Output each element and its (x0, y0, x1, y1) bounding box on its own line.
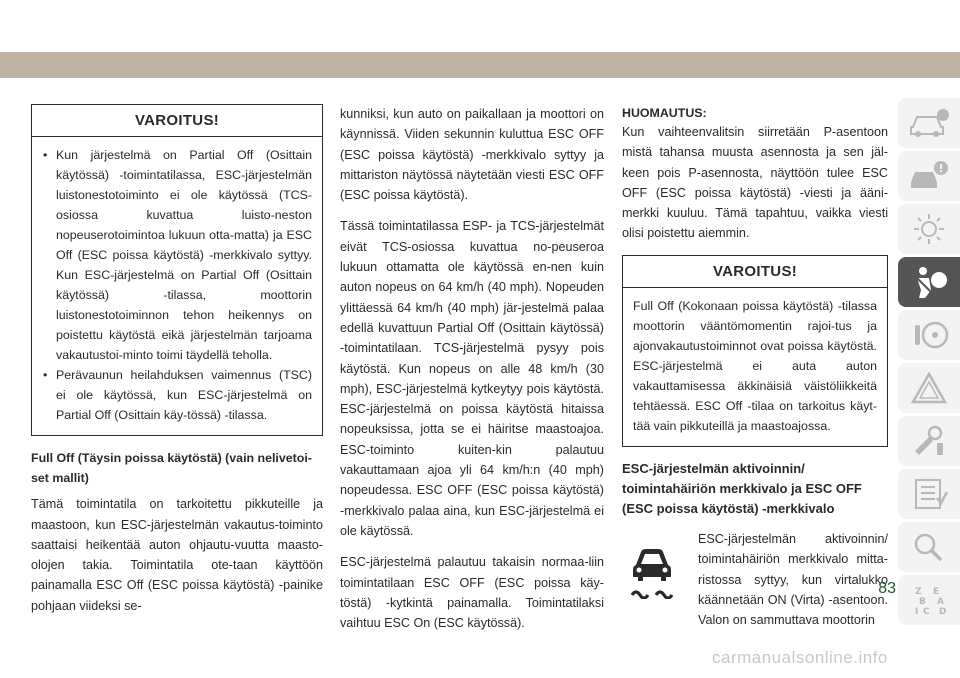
language-index-icon (907, 582, 951, 618)
chapter-tabs (898, 98, 960, 628)
warning-box-2 (622, 255, 888, 447)
note-text: Kun vaihteenvalitsin siirretään P-asentoon mistä tahansa muusta asennosta ja sen jäl-keen pois P-asennosta, näyttöön tulee ESC OFF (ESC poissa käytöstä) -viesti ja ääni-merkki kuuluu. Tämä tapahtuu, vaikka viesti olisi poistettu aiemmin. (622, 125, 888, 241)
section-heading: ESC-järjestelmän aktivoinnin/ toimintahäiriön merkkivalo ja ESC OFF (ESC poissa käytöstä) -merkkivalo (622, 461, 862, 517)
svg-text:E: E (933, 587, 940, 597)
paragraph: kunniksi, kun auto on paikallaan ja moottori on käynnissä. Viiden sekunnin kuluttua ESC OFF (ESC poissa käytöstä) -merkkivalo syttyy ja mittariston näytössä näytetään viesti ESC OFF (ESC poissa käytöstä). (340, 107, 604, 203)
warning-title-2: VAROITUS! (623, 256, 887, 288)
tab-maintenance[interactable] (898, 469, 960, 519)
tab-service[interactable] (898, 416, 960, 466)
footer-watermark: carmanualsonline.info (712, 648, 888, 667)
tab-seatbelt-airbag[interactable] (898, 257, 960, 307)
note-heading: HUOMAUTUS: (622, 106, 707, 120)
subheading-full-off: Full Off (Täysin poissa käytöstä) (vain nelivetoi-set mallit) (31, 451, 312, 486)
tab-car-warning[interactable] (898, 151, 960, 201)
seatbelt-airbag-icon (907, 264, 951, 300)
column-3 (622, 104, 888, 631)
svg-text:D: D (939, 607, 947, 617)
warning-item: • Kun järjestelmä on Partial Off (Osittain käytössä) -toimintatilassa, ESC-järjestelmän luistonestotoiminto ei ole käytössä (TCS-osiossa kuvattua luisto-neston nopeuserotoimintoa lukuun otta-matta) ja ESC Off (ESC poissa käytöstä) -merkkivalo syttyy. Kun ESC-järjestelmä on Partial Off (Osittain käytössä) -tilassa, moottorin luistonestotoiminnon tehon heikennys on poistettu käytöstä eikä järjestelmän tarjoama vakautustoi-minto toimi täydellä teholla. (42, 145, 312, 365)
warning-box-1 (31, 104, 323, 436)
warning-list (42, 145, 312, 425)
service-tools-icon (907, 423, 951, 459)
paragraph: Tässä toimintatilassa ESP- ja TCS-järjestelmät eivät TCS-osiossa kuvattua no-peuseroa lukuun ottamatta ole käytössä en-nen kuin auton nopeus on 64 km/h (40 mph). Nopeuden ylittäessä 64 km/h (40 mph) jär-jestelmä palaa edellä kuvattuun Partial Off (Osittain käytössä) -toimintatilaan. TCS-järjestelmä pysyy pois käytöstä. Kun nopeus on alle 48 km/h (30 mph), ESC-järjestelmä kytkeytyy pois käytöstä. ESC-järjestelmä on poissa käytöstä hitaissa nopeuksissa, jotta se ei häiritse maastoajoa. ESC-toiminto kuiten-kin palautuu vakauttamaan ajoa yli 64 km/h:n (40 mph) nopeudessa. ESC OFF (ESC poissa käytöstä) -merkkivalo palaa aina, kun ESC-järjestelmä ei ole käytössä. (340, 219, 604, 538)
tab-car-info[interactable] (898, 98, 960, 148)
esc-warning-light-icon (622, 539, 682, 599)
maintenance-checklist-icon (907, 476, 951, 512)
svg-text:C: C (923, 607, 930, 617)
top-stripe (0, 52, 960, 78)
lights-icon (907, 211, 951, 247)
warning-text-2: Full Off (Kokonaan poissa käytöstä) -tilassa moottorin vääntömomentin rajoi-tus ja ajonvakautustoiminnot ovat poissa käytöstä. ESC-järjestelmä ei auta auton vakauttamisessa äkkinäisiä väistöliikkeitä tehtäessä. ESC Off -tilaa on tarkoitus käyt-tää vain pikkuteillä ja maastoajossa. (633, 299, 877, 434)
tab-emergency[interactable] (898, 363, 960, 413)
svg-text:I: I (915, 607, 919, 617)
column-1 (31, 104, 323, 627)
paragraph: ESC-järjestelmä palautuu takaisin normaa-liin toimintatilaan ESC OFF (ESC poissa käy-töstä) -kytkintä painamalla. Toimintatilaksi vaihtuu ESC On (ESC käytössä). (340, 555, 604, 631)
warning-item: • Perävaunun heilahduksen vaimennus (TSC) ei ole käytössä, kun ESC-järjestelmä on Partial Off (Osittain käy-tössä) -tilassa. (42, 365, 312, 425)
car-warning-icon (907, 158, 951, 194)
icon-description: ESC-järjestelmän aktivoinnin/ toimintahäiriön merkkivalo mitta-ristossa syttyy, kun virtalukko käännetään ON (Virta) -asentoon. Valon on sammuttava moottorin (698, 532, 888, 628)
svg-text:Z: Z (915, 587, 922, 597)
tab-languages[interactable] (898, 575, 960, 625)
svg-text:A: A (937, 597, 944, 607)
page-number: 83 (878, 580, 896, 597)
tab-driving[interactable] (898, 310, 960, 360)
car-info-icon (907, 105, 951, 141)
driving-steering-icon (907, 317, 951, 353)
column-2 (340, 104, 604, 644)
svg-text:B: B (919, 597, 926, 607)
tab-index[interactable] (898, 522, 960, 572)
warning-title-1: VAROITUS! (32, 105, 322, 137)
tab-lights[interactable] (898, 204, 960, 254)
paragraph: Tämä toimintatila on tarkoitettu pikkuteille ja maastoon, kun ESC-järjestelmän vakautus-toiminto saattaisi heikentää auton ohjautu-vuutta maasto-olojen takia. Toimintatila ote-taan käyttöön painamalla ESC Off (ESC poissa käytöstä) -painike pohjaan viideksi se- (31, 497, 323, 613)
search-index-icon (907, 529, 951, 565)
hazard-triangle-icon (907, 370, 951, 406)
